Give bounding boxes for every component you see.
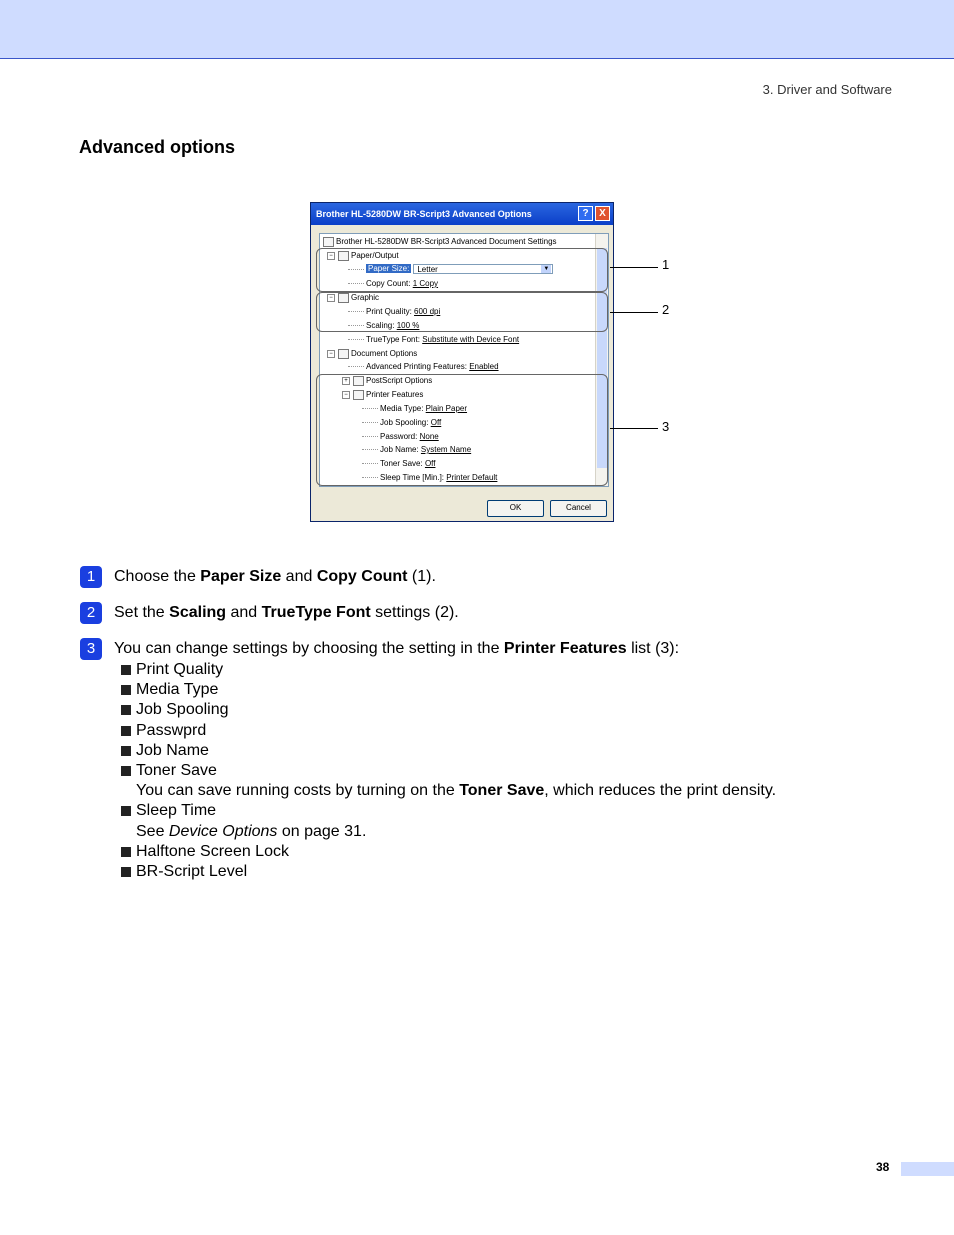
group-outline-2: [316, 292, 608, 332]
step-3: 3 You can change settings by choosing the setting in the Printer Features list (3):: [80, 638, 679, 660]
document-icon: [323, 237, 334, 247]
list-item: Job Spooling: [121, 700, 776, 720]
collapse-icon[interactable]: −: [342, 391, 350, 399]
cancel-button[interactable]: Cancel: [550, 500, 607, 517]
advanced-options-dialog: [310, 202, 614, 522]
step-number-icon: 2: [80, 602, 102, 624]
list-item: Job Name: [121, 741, 776, 761]
header-band: [0, 0, 954, 59]
tree-adv-printing[interactable]: Advanced Printing Features: Enabled: [348, 362, 499, 371]
callout-line-1: [610, 267, 658, 268]
tree-print-quality[interactable]: Print Quality: 600 dpi: [348, 307, 440, 316]
tree-postscript-options[interactable]: + PostScript Options: [342, 376, 432, 386]
options-icon: [338, 349, 349, 359]
tree-media-type[interactable]: Media Type: Plain Paper: [362, 404, 467, 413]
step-2: 2 Set the Scaling and TrueType Font settings (2).: [80, 602, 459, 624]
ok-button[interactable]: OK: [487, 500, 544, 517]
tree-password[interactable]: Password: None: [362, 432, 439, 441]
list-item: Print Quality: [121, 660, 776, 680]
list-item: Sleep Time: [121, 801, 776, 821]
list-item: BR-Script Level: [121, 862, 776, 882]
callout-2: 2: [662, 302, 670, 317]
step-number-icon: 1: [80, 566, 102, 588]
list-item: Halftone Screen Lock: [121, 842, 776, 862]
list-item: Media Type: [121, 680, 776, 700]
feature-list: [121, 660, 776, 882]
tree-scaling[interactable]: Scaling: 100 %: [348, 321, 419, 330]
callout-3: 3: [662, 419, 670, 434]
collapse-icon[interactable]: −: [327, 294, 335, 302]
dialog-title: Brother HL-5280DW BR-Script3 Advanced Options: [316, 209, 532, 219]
tree-root: Brother HL-5280DW BR-Script3 Advanced Document Settings: [323, 237, 557, 247]
section-title: Advanced options: [79, 137, 236, 157]
dialog-title-bar: [311, 203, 613, 225]
tree-toner-save[interactable]: Toner Save: Off: [362, 459, 435, 468]
step-1: 1 Choose the Paper Size and Copy Count (1).: [80, 566, 436, 588]
tree-graphic[interactable]: − Graphic: [327, 293, 379, 303]
running-head: 3. Driver and Software: [762, 82, 892, 97]
tree-truetype[interactable]: TrueType Font: Substitute with Device Font: [348, 335, 519, 344]
group-outline-1: [316, 248, 608, 292]
collapse-icon[interactable]: −: [327, 350, 335, 358]
page-number-bar: [901, 1162, 954, 1176]
collapse-icon[interactable]: −: [327, 252, 335, 260]
group-outline-3: [316, 374, 608, 486]
tree-sleep-time[interactable]: Sleep Time [Min.]: Printer Default: [362, 473, 497, 482]
tree-job-name[interactable]: Job Name: System Name: [362, 445, 471, 454]
callout-line-3: [610, 428, 658, 429]
help-button[interactable]: ?: [578, 206, 593, 221]
page-number: 38: [876, 1160, 890, 1174]
paper-size-select[interactable]: Letter ▼: [413, 264, 553, 274]
step-number-icon: 3: [80, 638, 102, 660]
tree-paper-output[interactable]: − Paper/Output: [327, 251, 399, 261]
callout-line-2: [610, 312, 658, 313]
tree-document-options[interactable]: − Document Options: [327, 349, 417, 359]
sleep-time-note: See Device Options on page 31.: [136, 822, 367, 840]
tree-job-spooling[interactable]: Job Spooling: Off: [362, 418, 441, 427]
expand-icon[interactable]: +: [342, 377, 350, 385]
list-item: Toner Save: [121, 761, 776, 781]
tree-copy-count[interactable]: Copy Count: 1 Copy: [348, 279, 438, 288]
list-item: Passwprd: [121, 721, 776, 741]
tree-paper-size[interactable]: Paper Size: Letter ▼: [348, 264, 553, 274]
chevron-down-icon[interactable]: ▼: [541, 265, 551, 273]
callout-1: 1: [662, 257, 670, 272]
close-button[interactable]: X: [595, 206, 610, 221]
tree-printer-features[interactable]: − Printer Features: [342, 390, 423, 400]
toner-save-note: You can save running costs by turning on the Toner Save, which reduces the print density.: [136, 782, 777, 800]
